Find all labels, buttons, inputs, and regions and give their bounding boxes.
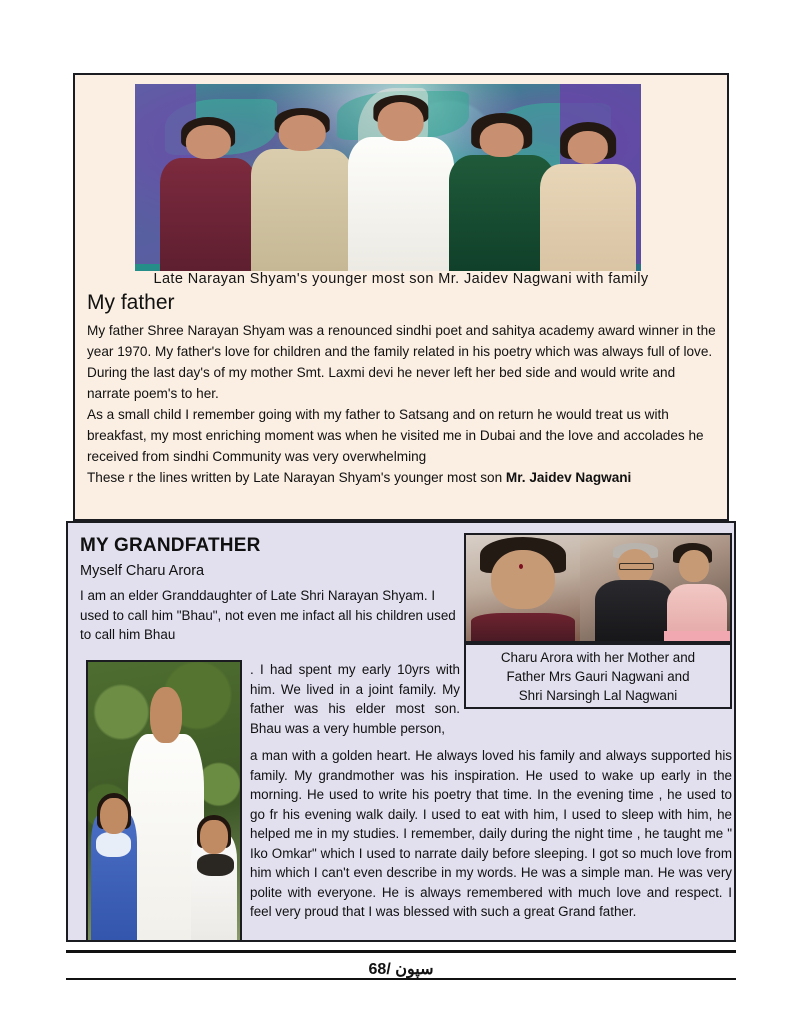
father-daughter-photo	[580, 535, 730, 641]
father-article-panel	[73, 73, 729, 521]
photo-person-1	[160, 114, 256, 271]
family-photo-frame	[135, 84, 641, 271]
parents-photo-caption	[464, 643, 732, 709]
parents-photo-frame	[464, 533, 732, 643]
footer-rule-bottom	[66, 978, 736, 980]
my-father-heading: My father	[87, 291, 175, 314]
father-paragraph-2: During the last day's of my mother Smt. Laxmi devi he never left her bed side and would write and narrate poem's to her.	[87, 365, 676, 401]
family-photo-caption: Late Narayan Shyam's younger most son Mr. Jaidev Nagwani with family	[153, 271, 649, 287]
photo-person-3	[348, 95, 454, 271]
father-closing-name: Mr. Jaidev Nagwani	[505, 470, 632, 485]
girl-right-head	[200, 820, 227, 853]
father-paragraph-3: As a small child I remember going with my father to Satsang and on return he would treat us with breakfast, my most enriching moment was when he visited me in Dubai and the love and accolades he received from sindhi Community was very overwhelming	[87, 407, 704, 464]
footer-page-label: سپون /68	[368, 961, 434, 978]
author-name: Myself Charu Arora	[80, 563, 205, 579]
family-group-photo	[135, 84, 641, 271]
my-grandfather-heading: MY GRANDFATHER	[80, 535, 261, 556]
mother-portrait-photo	[466, 535, 580, 641]
my-father-body	[87, 320, 721, 488]
caption-line-1: Charu Arora with her Mother and	[500, 649, 696, 665]
photo-person-5	[540, 118, 636, 271]
father-closing-line	[87, 467, 721, 488]
girl-right-collar	[197, 854, 233, 876]
caption-line-3: Shri Narsingh Lal Nagwani	[518, 687, 678, 703]
grandfather-article-panel	[66, 521, 736, 942]
grandfather-wrap-text: . I had spent my early 10yrs with him. We lived in a joint family. My father was his elder most son. Bhau was a very humble person,	[250, 662, 460, 736]
grandfather-head	[150, 687, 182, 743]
footer-rule-top	[66, 950, 736, 953]
grandfather-with-grandchildren-photo	[86, 660, 242, 942]
grandfather-panel-inner	[74, 528, 732, 936]
grandfather-intro-text: I am an elder Granddaughter of Late Shri Narayan Shyam. I used to call him "Bhau", not even me infact all his children used to call him Bhau	[80, 588, 456, 642]
father-closing-prefix: These r the lines written by Late Narayan Shyam's younger most son	[87, 470, 506, 485]
father-paragraph-1: My father Shree Narayan Shyam was a renounced sindhi poet and sahitya academy award winner in the year 1970. My father's love for children and the family related in his poetry which was always full of love.	[87, 323, 716, 359]
girl-left-head	[100, 798, 127, 834]
girl-left-collar	[96, 832, 131, 857]
photo-person-2	[251, 106, 352, 271]
caption-line-2: Father Mrs Gauri Nagwani and	[506, 668, 690, 684]
grandfather-body-text: a man with a golden heart. He always loved his family and always supported his family. My grandmother was his inspiration. He used to wake up early in the morning. He used to write his poetry that time. In the evening time , he used to go fr his evening walk daily. I used to eat with him, I used to sleep with him, he helped me in my studies. I remember, daily during the night time , he taught me " Iko Omkar" which I used to narrate daily before sleeping. I got so much love from him which I can't even describe in my words. He was a simple man. He was very polite with everyone. He is always remembered with much love and respect. I feel very proud that I was blessed with such a great Grand father.	[250, 748, 732, 919]
